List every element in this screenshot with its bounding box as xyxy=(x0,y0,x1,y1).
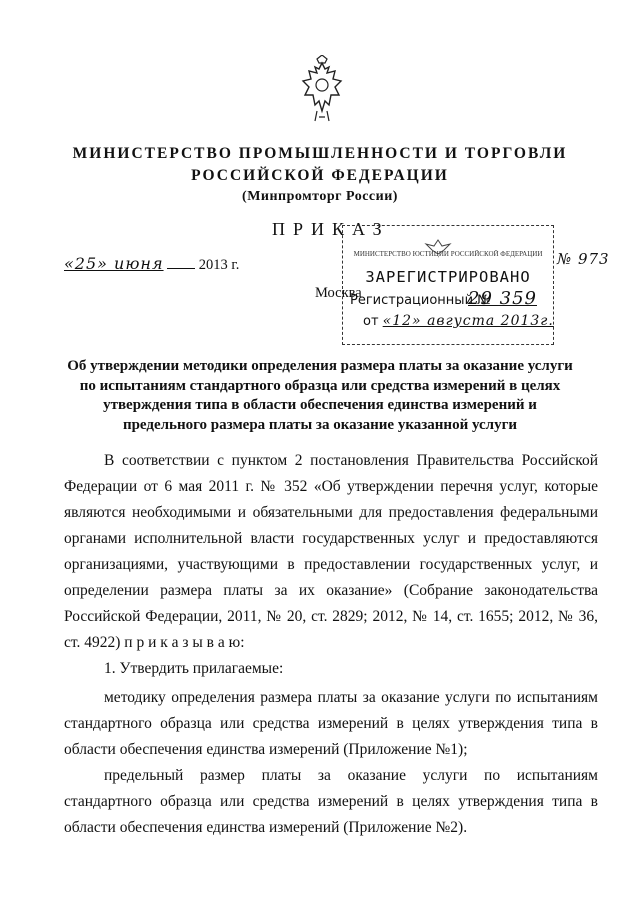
stamp-from-label: от xyxy=(363,314,379,329)
ministry-name-line2: РОССИЙСКОЙ ФЕДЕРАЦИИ xyxy=(191,167,449,184)
order-date-year: 2013 г. xyxy=(198,257,240,273)
body-paragraph-item1: 1. Утвердить прилагаемые: xyxy=(104,660,284,677)
body-paragraph-preamble: В соответствии с пунктом 2 постановления Правительства Российской Федерации от 6 мая 2011 г. № 352 «Об утверждении перечня услуг, которые являются необходимыми и обязательными для предоставления федеральными органами исполнительной власти государственных услуг и предоставляются организациями, участвующими в предоставлении государственных услуг, и определении размера платы за их оказание» (Собрание законодательства Российской Федерации, 2011, № 20, ст. 2829; 2012, № 14, ст. 1655; 2012, № 36, ст. 4922) п р и к а з ы в а ю: xyxy=(64,452,598,651)
stamp-ministry-text: МИНИСТЕРСТВО ЮСТИЦИИ РОССИЙСКОЙ ФЕДЕРАЦИИ xyxy=(353,250,543,258)
document-title: Об утверждении методики определения размера платы за оказание услуги по испытаниям стандартного образца или средства измерений в целях утверждения типа в области обеспечения единства измерений и предельного размера платы за оказание указанной услуги xyxy=(67,358,573,433)
body-paragraph-max-fee: предельный размер платы за оказание услуги по испытаниям стандартного образца или средства измерений в целях утверждения типа в области обеспечения единства измерений (Приложение №2). xyxy=(64,767,598,836)
city-label: Москва xyxy=(315,285,362,301)
body-paragraph-methodology: методику определения размера платы за оказание услуги по испытаниям стандартного образца или средства измерений в целях утверждения типа в области обеспечения единства измерений (Приложение №1); xyxy=(64,689,598,758)
order-number: № 973 xyxy=(557,250,610,268)
stamp-registration-number: 29 359 xyxy=(468,288,537,309)
stamp-date-handwritten: «12» августа 2013г. xyxy=(382,313,554,329)
stamp-registration-number-label: Регистрационный № xyxy=(350,293,491,308)
order-date-handwritten: «25» июня xyxy=(64,254,164,273)
document-type-heading: ПРИКАЗ xyxy=(272,219,390,239)
stamp-registration-date xyxy=(363,313,554,329)
ministry-name-line1: МИНИСТЕРСТВО ПРОМЫШЛЕННОСТИ И ТОРГОВЛИ xyxy=(72,145,568,162)
coat-of-arms-emblem xyxy=(297,55,347,125)
stamp-registered-label: ЗАРЕГИСТРИРОВАНО xyxy=(365,268,531,286)
order-date xyxy=(64,254,239,274)
ministry-short-name: (Минпромторг России) xyxy=(242,189,398,204)
